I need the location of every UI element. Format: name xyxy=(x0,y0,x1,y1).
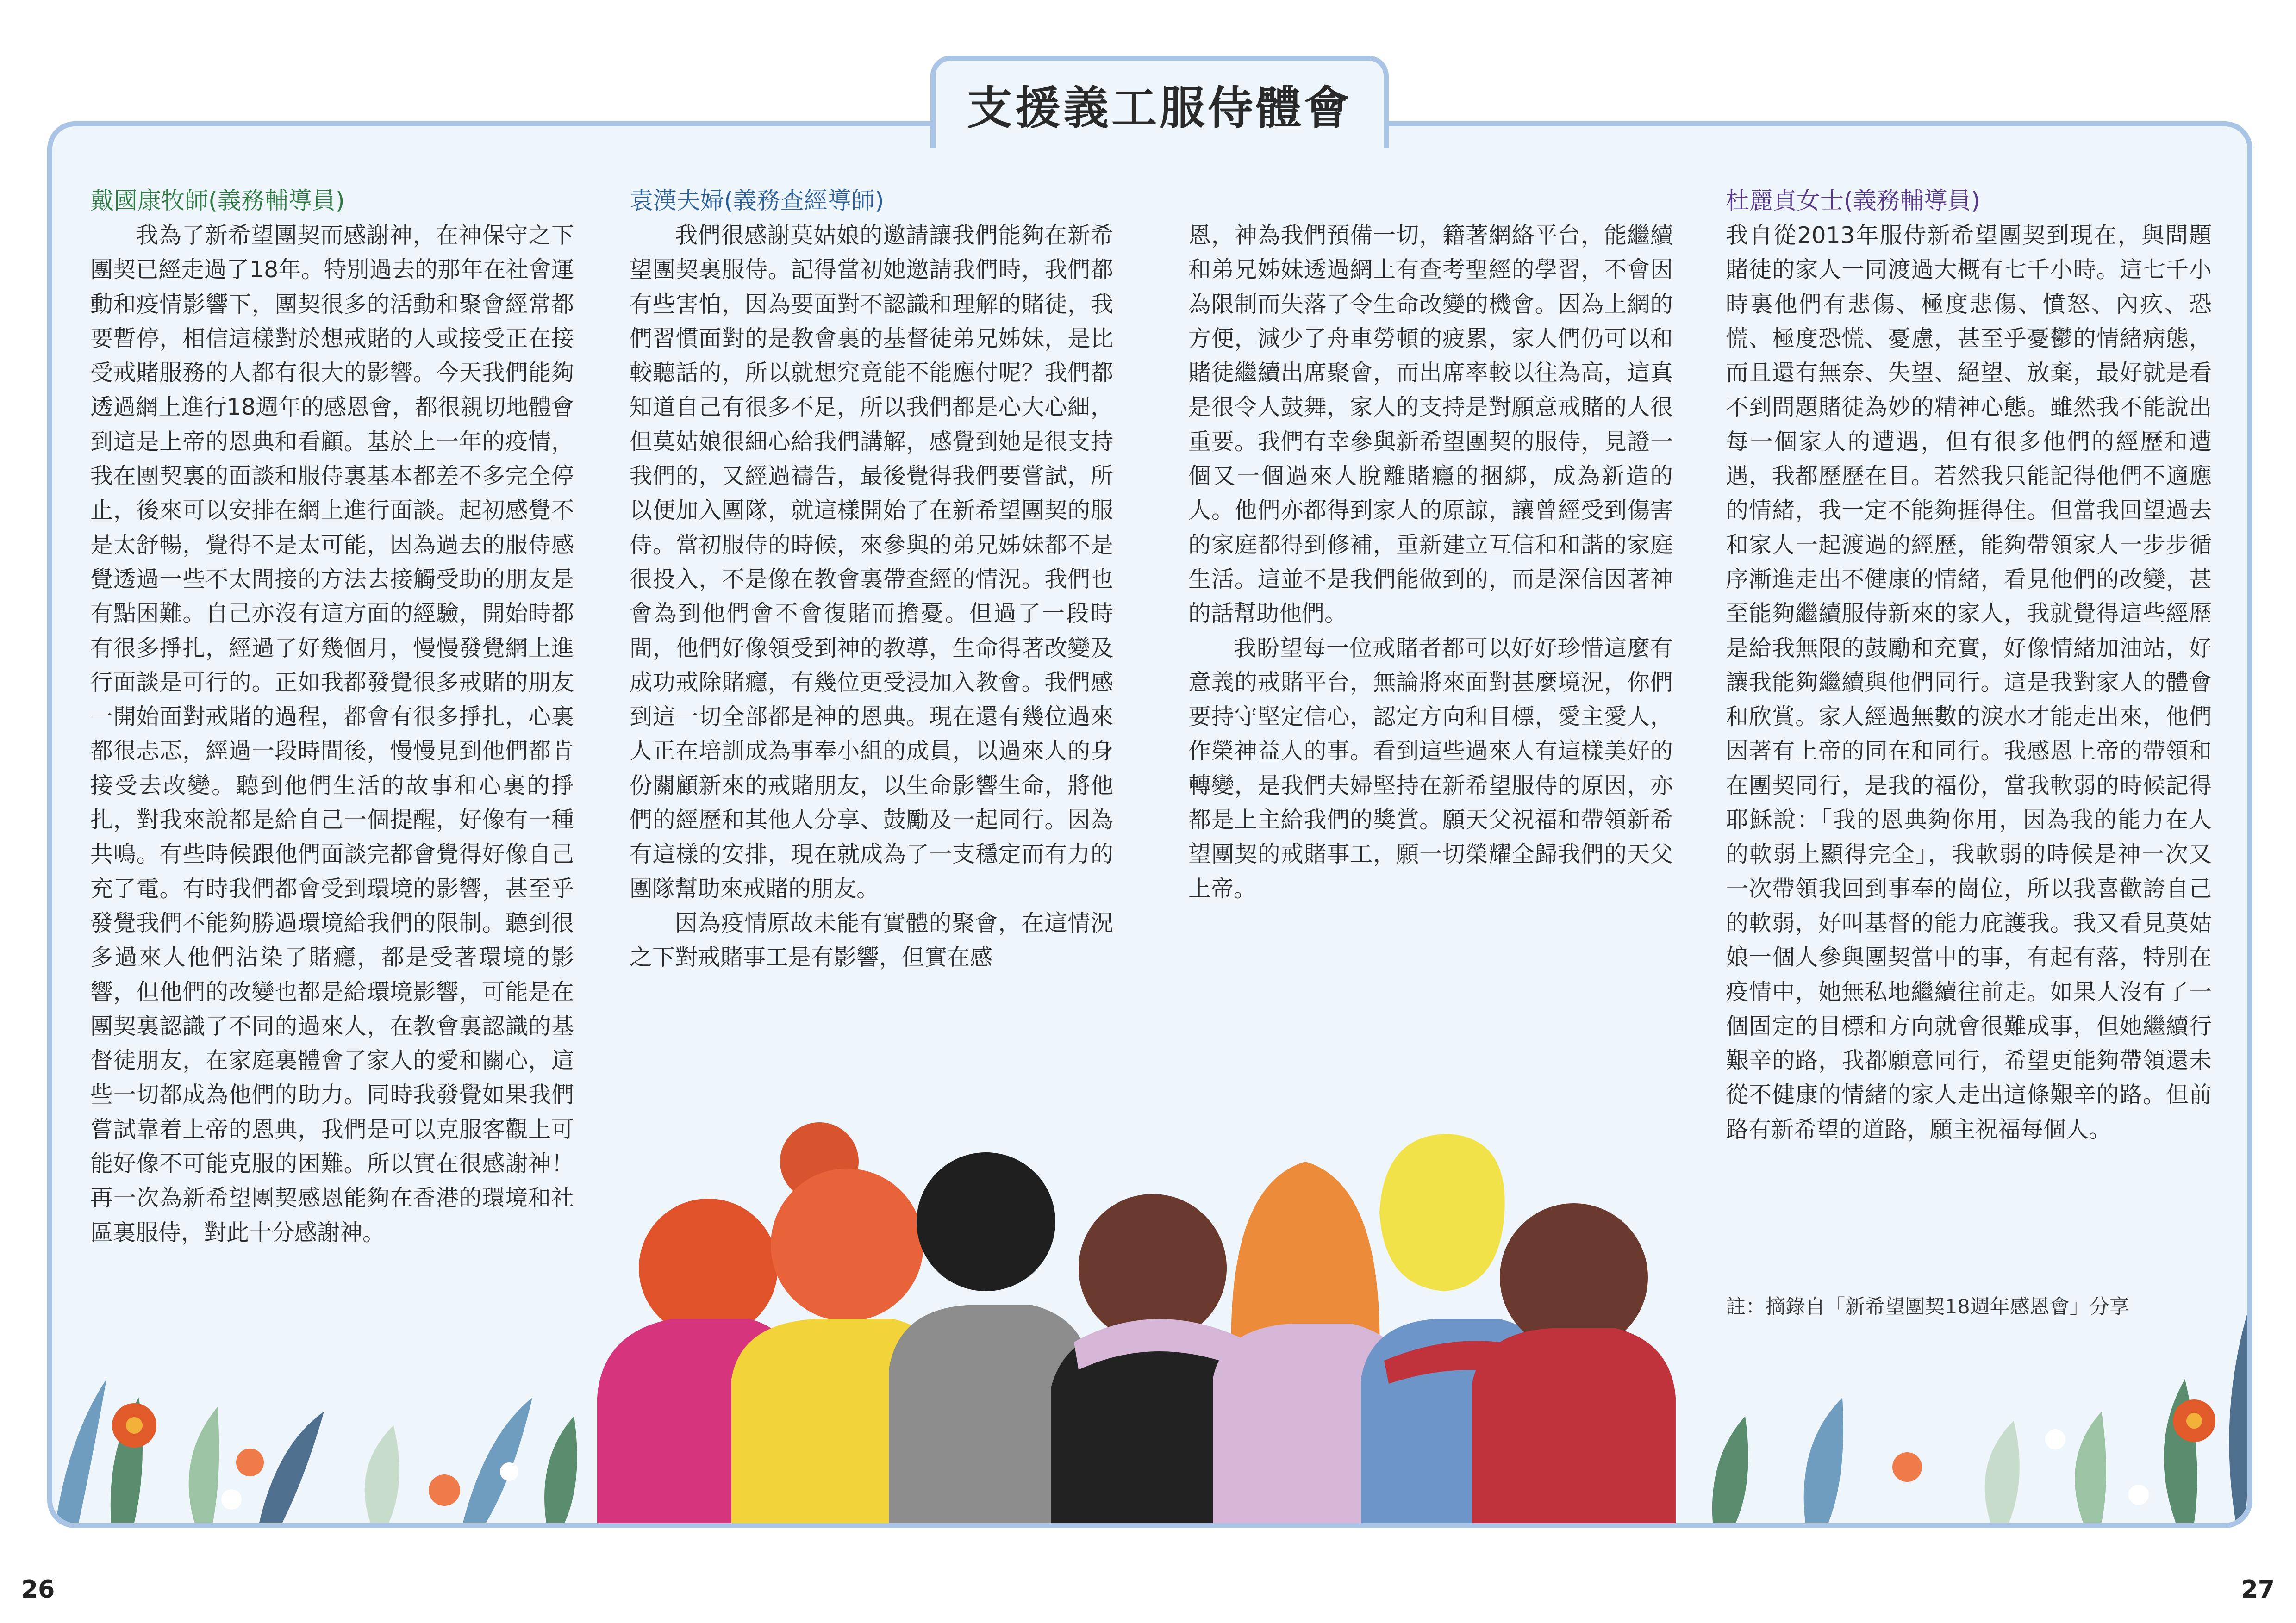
page-number-left: 26 xyxy=(21,1576,55,1604)
column-3-paragraph-2: 我盼望每一位戒賭者都可以好好珍惜這麼有意義的戒賭平台，無論將來面對甚麼境況，你們要持守堅定信心，認定方向和目標，愛主愛人，作榮神益人的事。看到這些過來人有這樣美好的轉變，是我們夫婦堅持在新希望服侍的原因，亦都是上主給我們的獎賞。願天父祝福和帶領新希望團契的戒賭事工，願一切榮耀全歸我們的天父上帝。 xyxy=(1188,634,1673,902)
column-3 xyxy=(1188,218,1673,906)
byline-author-1: 戴國康牧師(義務輔導員) xyxy=(90,187,345,215)
column-3-paragraph-1: 恩，神為我們預備一切，籍著網絡平台，能繼續和弟兄姊妹透過網上有查考聖經的學習，不會因為限制而失落了令生命改變的機會。因為上網的方便，減少了舟車勞頓的疲累，家人們仍可以和賭徒繼續出席聚會，而出席率較以往為高，這真是很令人鼓舞，家人的支持是對願意戒賭的人很重要。我們有幸參與新希望團契的服侍，見證一個又一個過來人脫離賭癮的捆綁，成為新造的人。他們亦都得到家人的原諒，讓曾經受到傷害的家庭都得到修補，重新建立互信和和諧的家庭生活。這並不是我們能做到的，而是深信因著神的話幫助他們。 xyxy=(1188,222,1673,627)
byline-author-3: 杜麗貞女士(義務輔導員) xyxy=(1726,187,1980,215)
column-4-paragraph-1: 我自從2013年服侍新希望團契到現在，與問題賭徒的家人一同渡過大概有七千小時。這七千小時裏他們有悲傷、極度悲傷、憤怒、內疚、恐慌、極度恐慌、憂慮，甚至乎憂鬱的情緒病態，而且還有無奈、失望、絕望、放棄，最好就是看不到問題賭徒為妙的精神心態。雖然我不能說出每一個家人的遭遇，但有很多他們的經歷和遭遇，我都歷歷在目。若然我只能記得他們不適應的情緒，我一定不能夠捱得住。但當我回望過去和家人一起渡過的經歷，能夠帶領家人一步步循序漸進走出不健康的情緒，看見他們的改變，甚至能夠繼續服侍新來的家人，我就覺得這些經歷是給我無限的鼓勵和充實，好像情緒加油站，好讓我能夠繼續與他們同行。這是我對家人的體會和欣賞。家人經過無數的淚水才能走出來，他們因著有上帝的同在和同行。我感恩上帝的帶領和在團契同行，是我的福份，當我軟弱的時候記得耶穌說：「我的恩典夠你用，因為我的能力在人的軟弱上顯得完全」，我軟弱的時候是神一次又一次帶領我回到事奉的崗位，所以我喜歡誇自己的軟弱，好叫基督的能力庇護我。我又看見莫姑娘一個人參與團契當中的事，有起有落，特別在疫情中，她無私地繼續往前走。如果人沒有了一個固定的目標和方向就會很難成事，但她繼續行艱辛的路，我都願意同行，希望更能夠帶領還未從不健康的情緒的家人走出這條艱辛的路。但前路有新希望的道路，願主祝福每個人。 xyxy=(1726,222,2212,1143)
page-title: 支援義工服侍體會 xyxy=(967,82,1352,135)
column-4 xyxy=(1726,184,2212,1147)
column-2-paragraph-1: 我們很感謝莫姑娘的邀請讓我們能夠在新希望團契裏服侍。記得當初她邀請我們時，我們都有些害怕，因為要面對不認識和理解的賭徒，我們習慣面對的是教會裏的基督徒弟兄姊妹，是比較聽話的，所以就想究竟能不能應付呢？我們都知道自己有很多不足，所以我們都是心大心細，但莫姑娘很細心給我們講解，感覺到她是很支持我們的，又經過禱告，最後覺得我們要嘗試，所以便加入團隊，就這樣開始了在新希望團契的服侍。當初服侍的時候，來參與的弟兄姊妹都不是很投入，不是像在教會裏帶查經的情況。我們也會為到他們會不會復賭而擔憂。但過了一段時間，他們好像領受到神的教導，生命得著改變及成功戒除賭癮，有幾位更受浸加入教會。我們感到這一切全部都是神的恩典。現在還有幾位過來人正在培訓成為事奉小組的成員，以過來人的身份關顧新來的戒賭朋友，以生命影響生命，將他們的經歷和其他人分享、鼓勵及一起同行。因為有這樣的安排，現在就成為了一支穩定而有力的團隊幫助來戒賭的朋友。 xyxy=(630,222,1113,902)
column-2 xyxy=(630,184,1113,975)
byline-author-2: 袁漢夫婦(義務查經導師) xyxy=(630,187,884,215)
column-2-paragraph-2: 因為疫情原故未能有實體的聚會，在這情況之下對戒賭事工是有影響，但實在感 xyxy=(630,909,1113,971)
title-tab xyxy=(930,56,1389,148)
column-1 xyxy=(90,184,574,1250)
page-number-right: 27 xyxy=(2241,1576,2275,1604)
source-note: 註：摘錄自「新希望團契18週年感恩會」分享 xyxy=(1726,1295,2129,1318)
column-1-paragraph-1: 我為了新希望團契而感謝神，在神保守之下團契已經走過了18年。特別過去的那年在社會運動和疫情影響下，團契很多的活動和聚會經常都要暫停，相信這樣對於想戒賭的人或接受正在接受戒賭服務的人都有很大的影響。今天我們能夠透過網上進行18週年的感恩會，都很親切地體會到這是上帝的恩典和看顧。基於上一年的疫情，我在團契裏的面談和服侍裏基本都差不多完全停止，後來可以安排在網上進行面談。起初感覺不是太舒暢，覺得不是太可能，因為過去的服侍感覺透過一些不太間接的方法去接觸受助的朋友是有點困難。自己亦沒有這方面的經驗，開始時都有很多掙扎，經過了好幾個月，慢慢發覺網上進行面談是可行的。正如我都發覺很多戒賭的朋友一開始面對戒賭的過程，都會有很多掙扎，心裏都很忐忑，經過一段時間後，慢慢見到他們都肯接受去改變。聽到他們生活的故事和心裏的掙扎，對我來說都是給自己一個提醒，好像有一種共鳴。有些時候跟他們面談完都會覺得好像自己充了電。有時我們都會受到環境的影響，甚至乎發覺我們不能夠勝過環境給我們的限制。聽到很多過來人他們沾染了賭癮，都是受著環境的影響，但他們的改變也都是給環境影響，可能是在團契裏認識了不同的過來人，在教會裏認識的基督徒朋友，在家庭裏體會了家人的愛和關心，這些一切都成為他們的助力。同時我發覺如果我們嘗試靠着上帝的恩典，我們是可以克服客觀上可能好像不可能克服的困難。所以實在很感謝神！再一次為新希望團契感恩能夠在香港的環境和社區裏服侍，對此十分感謝神。 xyxy=(90,222,574,1246)
